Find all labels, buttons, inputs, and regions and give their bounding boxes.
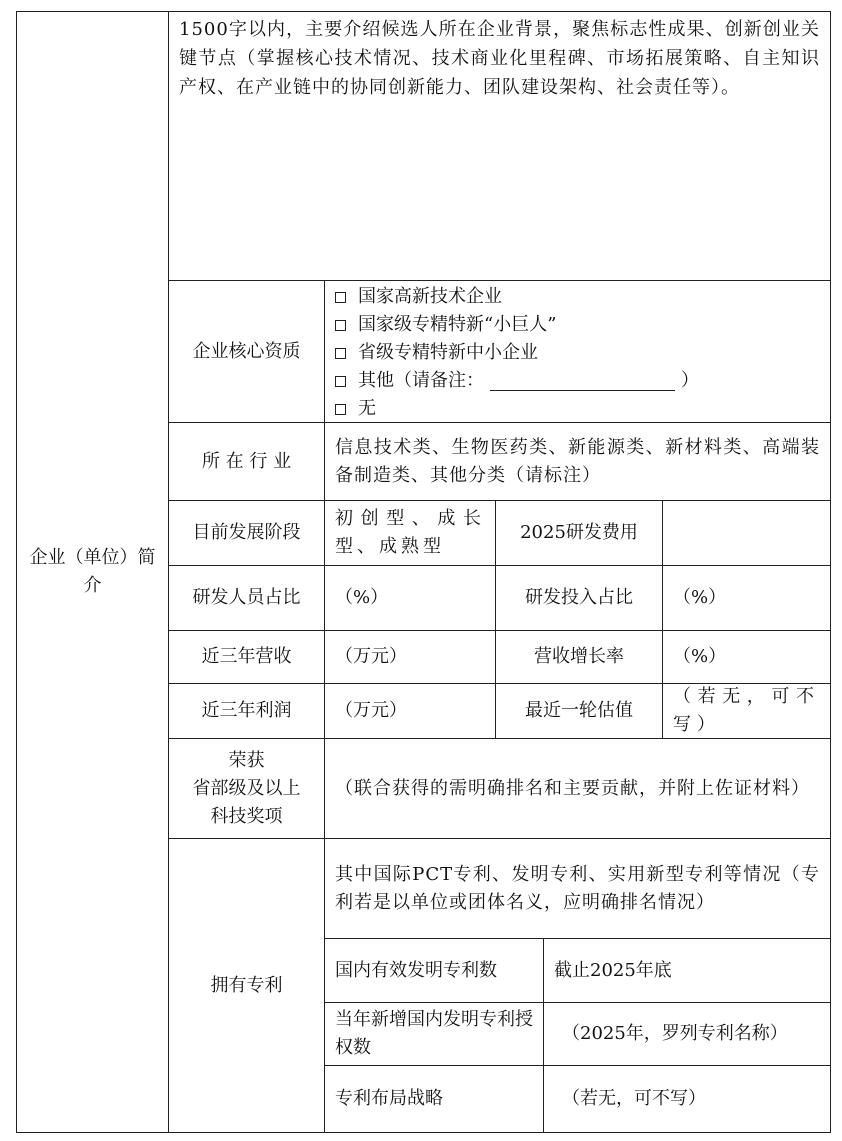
patent-row-value-cell[interactable] — [543, 938, 831, 1003]
patent-row-label-cell — [324, 1065, 544, 1133]
patent-row-label: 国内有效发明专利数 — [335, 959, 497, 981]
qualification-option[interactable] — [335, 283, 820, 311]
awards-label-line: 省部级及以上 — [192, 777, 301, 799]
checkbox-icon[interactable] — [335, 348, 346, 359]
patent-row-value-cell[interactable] — [543, 1002, 831, 1066]
rd-staff-label-cell — [168, 565, 325, 631]
option-label: 其他（请备注： — [358, 370, 484, 391]
section-label: 企业（单位）简介 — [29, 547, 156, 596]
qualification-option[interactable] — [335, 311, 820, 339]
rd-invest-value: （%） — [673, 587, 727, 608]
rd-staff-value-cell[interactable] — [324, 565, 496, 631]
qualification-option[interactable] — [335, 339, 820, 367]
growth-value-cell[interactable] — [662, 630, 831, 684]
industry-value-cell[interactable] — [324, 422, 831, 501]
revenue-value: （万元） — [335, 646, 407, 667]
industry-value: 信息技术类、生物医药类、新能源类、新材料类、高端装备制造类、其他分类（请标注） — [335, 436, 820, 486]
patents-label: 拥有专利 — [210, 974, 283, 996]
awards-label-line: 荣获 — [228, 749, 265, 771]
rd-staff-label: 研发人员占比 — [192, 587, 301, 608]
patent-row-label: 专利布局战略 — [335, 1088, 443, 1109]
qualification-label-cell — [168, 280, 325, 423]
checkbox-icon[interactable] — [335, 404, 346, 415]
option-label: 无 — [358, 398, 376, 419]
qualification-options — [324, 280, 831, 423]
awards-label-line: 科技奖项 — [210, 805, 283, 827]
stage-value-cell[interactable] — [324, 500, 496, 566]
patents-description: 其中国际PCT专利、发明专利、实用新型专利等情况（专利若是以单位或团体名义，应明确排名情况） — [335, 863, 820, 913]
patent-row-value: （若无，可不写） — [562, 1088, 706, 1109]
qualification-option[interactable] — [335, 395, 820, 423]
growth-value: （%） — [673, 646, 727, 667]
awards-label-cell — [168, 738, 325, 839]
qualification-option[interactable] — [335, 367, 820, 395]
valuation-label: 最近一轮估值 — [525, 700, 633, 721]
profit-label-cell — [168, 683, 325, 739]
valuation-label-cell — [495, 683, 663, 739]
rd-invest-value-cell[interactable] — [662, 565, 831, 631]
patents-description-cell[interactable] — [324, 838, 831, 939]
rd-invest-label-cell — [495, 565, 663, 631]
qualification-label: 企业核心资质 — [192, 340, 301, 362]
option-label: 省级专精特新中小企业 — [358, 342, 538, 363]
revenue-label: 近三年营收 — [201, 646, 292, 667]
intro-instructions: 1500字以内，主要介绍候选人所在企业背景，聚焦标志性成果、创新创业关键节点（掌握核心技术情况、技术商业化里程碑、市场拓展策略、自主知识产权、在产业链中的协同创新能力、团队建设架构、社会责任等）。 — [179, 19, 820, 98]
patent-row-label-cell — [324, 1002, 544, 1066]
profit-value: （万元） — [335, 700, 407, 721]
patent-row-value: （2025年，罗列专利名称） — [562, 1023, 788, 1044]
checkbox-icon[interactable] — [335, 292, 346, 303]
growth-label-cell — [495, 630, 663, 684]
revenue-value-cell[interactable] — [324, 630, 496, 684]
awards-value: （联合获得的需明确排名和主要贡献，并附上佐证材料） — [335, 777, 810, 799]
valuation-value: （若无，可不写） — [673, 686, 820, 735]
revenue-label-cell — [168, 630, 325, 684]
option-label: 国家级专精特新“小巨人” — [358, 314, 557, 335]
industry-label: 所 在 行 业 — [201, 450, 292, 472]
industry-label-cell — [168, 422, 325, 501]
rd-cost-label: 2025研发费用 — [520, 522, 638, 543]
intro-cell[interactable] — [168, 11, 831, 281]
stage-value: 初创型、成长型、成熟型 — [335, 508, 485, 557]
awards-value-cell[interactable] — [324, 738, 831, 839]
stage-label: 目前发展阶段 — [192, 522, 301, 543]
growth-label: 营收增长率 — [534, 646, 624, 667]
profit-label: 近三年利润 — [201, 700, 292, 721]
valuation-value-cell[interactable] — [662, 683, 831, 739]
other-note-blank[interactable] — [490, 372, 675, 391]
rd-staff-value: （%） — [335, 587, 389, 608]
patents-label-cell — [168, 838, 325, 1133]
option-label: 国家高新技术企业 — [358, 286, 502, 307]
rd-invest-label: 研发投入占比 — [525, 587, 633, 608]
option-close: ） — [681, 370, 699, 391]
checkbox-icon[interactable] — [335, 376, 346, 387]
patent-row-label-cell — [324, 938, 544, 1003]
rd-cost-label-cell — [495, 500, 663, 566]
stage-label-cell — [168, 500, 325, 566]
profit-value-cell[interactable] — [324, 683, 496, 739]
patent-row-value: 截止2025年底 — [554, 959, 672, 981]
patent-row-label: 当年新增国内发明专利授权数 — [335, 1009, 533, 1058]
checkbox-icon[interactable] — [335, 320, 346, 331]
rd-cost-value-cell[interactable] — [662, 500, 831, 566]
section-label-cell — [16, 11, 169, 1133]
patent-row-value-cell[interactable] — [543, 1065, 831, 1133]
